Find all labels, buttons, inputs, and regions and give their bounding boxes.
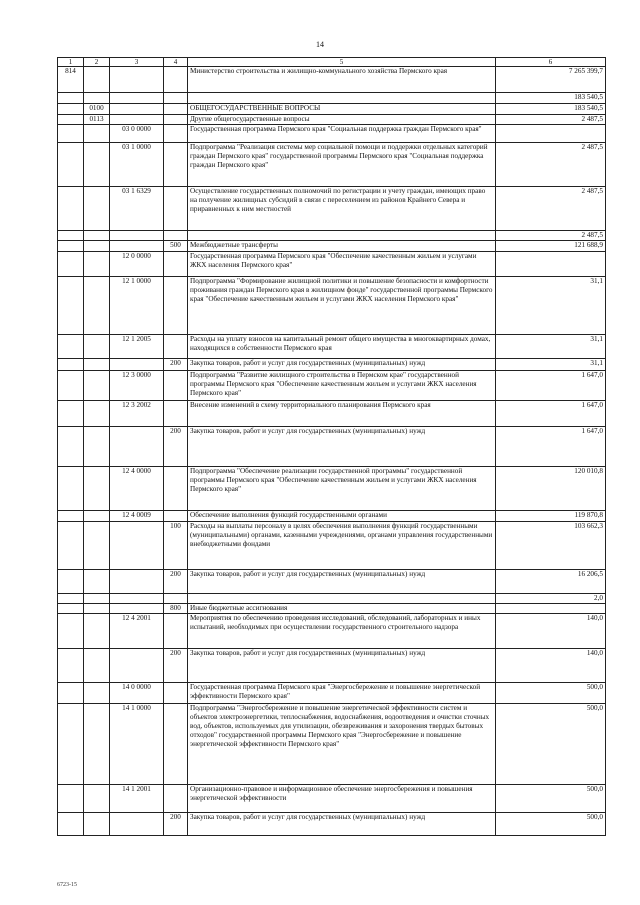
grbs-code <box>58 522 84 570</box>
target-article-code <box>110 231 164 241</box>
expense-type-code <box>164 614 188 649</box>
target-article-code: 12 4 0009 <box>110 511 164 522</box>
table-row <box>58 813 606 836</box>
section-code <box>84 359 110 371</box>
target-article-code: 14 0 0000 <box>110 683 164 704</box>
section-code <box>84 594 110 604</box>
table-row <box>58 427 606 467</box>
expense-type-code <box>164 231 188 241</box>
target-article-code <box>110 359 164 371</box>
target-article-code: 14 1 2001 <box>110 785 164 813</box>
amount: 2,0 <box>496 594 606 604</box>
grbs-code: 814 <box>58 67 84 93</box>
expense-type-code: 200 <box>164 813 188 836</box>
grbs-code <box>58 813 84 836</box>
item-name: Расходы на уплату взносов на капитальный ремонт общего имущества в многоквартирных домах, находящихся в собственности Пермского края <box>188 335 496 359</box>
item-name: Закупка товаров, работ и услуг для государственных (муниципальных) нужд <box>188 359 496 371</box>
table-row <box>58 570 606 594</box>
item-name: Иные бюджетные ассигнования <box>188 604 496 614</box>
section-code <box>84 683 110 704</box>
amount <box>496 604 606 614</box>
amount: 2 487,5 <box>496 115 606 125</box>
expense-type-code: 200 <box>164 570 188 594</box>
table-row <box>58 143 606 187</box>
item-name: Государственная программа Пермского края "Социальная поддержка граждан Пермского края" <box>188 125 496 143</box>
amount: 140,0 <box>496 614 606 649</box>
amount: 7 265 399,7 <box>496 67 606 93</box>
grbs-code <box>58 401 84 427</box>
target-article-code <box>110 522 164 570</box>
section-code <box>84 143 110 187</box>
expense-type-code: 800 <box>164 604 188 614</box>
target-article-code <box>110 594 164 604</box>
table-row <box>58 335 606 359</box>
amount: 500,0 <box>496 785 606 813</box>
item-name: Обеспечение выполнения функций государственными органами <box>188 511 496 522</box>
item-name: Подпрограмма "Энергосбережение и повышение энергетической эффективности систем и объектов электроэнергетики, теплоснабжения, водоснабжения, водоотведения и очистки сточных вод, объектов, используемых для утилизации, обезвреживания и захоронения твердых бытовых отходов" государственной программы Пермского края "Энергосбережение и повышение энергетической эффективности Пермского края" <box>188 704 496 785</box>
amount: 500,0 <box>496 683 606 704</box>
grbs-code <box>58 143 84 187</box>
section-code <box>84 570 110 594</box>
section-code <box>84 335 110 359</box>
expense-type-code <box>164 335 188 359</box>
expense-type-code <box>164 67 188 93</box>
grbs-code <box>58 231 84 241</box>
item-name: Осуществление государственных полномочий по регистрации и учету граждан, имеющих право на получение жилищных субсидий в связи с переселением из районов Крайнего Севера и приравненных к ним местностей <box>188 187 496 231</box>
table-row <box>58 704 606 785</box>
grbs-code <box>58 467 84 511</box>
header-col-5: 5 <box>188 58 496 67</box>
item-name: Закупка товаров, работ и услуг для государственных (муниципальных) нужд <box>188 649 496 683</box>
header-col-1: 1 <box>58 58 84 67</box>
section-code <box>84 704 110 785</box>
grbs-code <box>58 427 84 467</box>
amount <box>496 125 606 143</box>
section-code: 0100 <box>84 104 110 115</box>
amount: 1 647,0 <box>496 371 606 401</box>
table-row <box>58 104 606 115</box>
item-name <box>188 594 496 604</box>
table-row <box>58 604 606 614</box>
table-row <box>58 252 606 277</box>
section-code <box>84 252 110 277</box>
grbs-code <box>58 511 84 522</box>
amount: 2 487,5 <box>496 143 606 187</box>
section-code <box>84 813 110 836</box>
grbs-code <box>58 241 84 252</box>
item-name <box>188 93 496 104</box>
table-row <box>58 93 606 104</box>
section-code <box>84 427 110 467</box>
section-code <box>84 187 110 231</box>
item-name: Подпрограмма "Развитие жилищного строительства в Пермском крае" государственной программы Пермского края "Обеспечение качественным жильем и услугами ЖКХ населения Пермского края" <box>188 371 496 401</box>
amount: 121 688,9 <box>496 241 606 252</box>
item-name: Организационно-правовое и информационное обеспечение энергосбережения и повышения энергетической эффективности <box>188 785 496 813</box>
amount: 500,0 <box>496 704 606 785</box>
item-name: Государственная программа Пермского края "Энергосбережение и повышение энергетической эффективности Пермского края" <box>188 683 496 704</box>
section-code <box>84 231 110 241</box>
expense-type-code <box>164 785 188 813</box>
item-name: Внесение изменений в схему территориального планирования Пермского края <box>188 401 496 427</box>
amount: 31,1 <box>496 359 606 371</box>
amount <box>496 252 606 277</box>
item-name: Другие общегосударственные вопросы <box>188 115 496 125</box>
section-code <box>84 511 110 522</box>
amount: 183 540,5 <box>496 104 606 115</box>
target-article-code: 14 1 0000 <box>110 704 164 785</box>
target-article-code <box>110 104 164 115</box>
amount: 16 206,5 <box>496 570 606 594</box>
section-code <box>84 785 110 813</box>
grbs-code <box>58 371 84 401</box>
target-article-code <box>110 649 164 683</box>
item-name: ОБЩЕГОСУДАРСТВЕННЫЕ ВОПРОСЫ <box>188 104 496 115</box>
section-code <box>84 125 110 143</box>
table-row <box>58 359 606 371</box>
target-article-code: 12 4 0000 <box>110 467 164 511</box>
header-col-3: 3 <box>110 58 164 67</box>
section-code <box>84 93 110 104</box>
grbs-code <box>58 277 84 335</box>
section-code <box>84 604 110 614</box>
budget-table <box>57 57 606 836</box>
item-name: Закупка товаров, работ и услуг для государственных (муниципальных) нужд <box>188 813 496 836</box>
grbs-code <box>58 570 84 594</box>
table-row <box>58 125 606 143</box>
expense-type-code <box>164 115 188 125</box>
expense-type-code <box>164 511 188 522</box>
table-header-row <box>58 58 606 67</box>
grbs-code <box>58 704 84 785</box>
item-name: Министерство строительства и жилищно-коммунального хозяйства Пермского края <box>188 67 496 93</box>
grbs-code <box>58 649 84 683</box>
expense-type-code: 200 <box>164 649 188 683</box>
amount: 103 662,3 <box>496 522 606 570</box>
grbs-code <box>58 187 84 231</box>
section-code <box>84 522 110 570</box>
target-article-code: 03 1 6329 <box>110 187 164 231</box>
amount: 1 647,0 <box>496 427 606 467</box>
section-code <box>84 241 110 252</box>
expense-type-code <box>164 371 188 401</box>
target-article-code: 03 0 0000 <box>110 125 164 143</box>
header-col-6: 6 <box>496 58 606 67</box>
page-number: 14 <box>316 40 324 49</box>
table-row <box>58 187 606 231</box>
table-row <box>58 785 606 813</box>
expense-type-code <box>164 704 188 785</box>
expense-type-code <box>164 143 188 187</box>
section-code <box>84 649 110 683</box>
grbs-code <box>58 252 84 277</box>
amount: 2 487,5 <box>496 187 606 231</box>
grbs-code <box>58 125 84 143</box>
target-article-code <box>110 241 164 252</box>
table-row <box>58 115 606 125</box>
amount: 31,1 <box>496 335 606 359</box>
expense-type-code <box>164 467 188 511</box>
target-article-code: 12 3 2002 <box>110 401 164 427</box>
section-code <box>84 67 110 93</box>
grbs-code <box>58 104 84 115</box>
amount: 119 870,8 <box>496 511 606 522</box>
expense-type-code <box>164 252 188 277</box>
item-name: Закупка товаров, работ и услуг для государственных (муниципальных) нужд <box>188 427 496 467</box>
amount: 2 487,5 <box>496 231 606 241</box>
grbs-code <box>58 683 84 704</box>
grbs-code <box>58 614 84 649</box>
target-article-code: 03 1 0000 <box>110 143 164 187</box>
item-name: Подпрограмма "Обеспечение реализации государственной программы" государственной программы Пермского края "Обеспечение качественным жильем и услугами ЖКХ населения Пермского края" <box>188 467 496 511</box>
section-code <box>84 371 110 401</box>
table-row <box>58 67 606 93</box>
table-row <box>58 241 606 252</box>
expense-type-code: 200 <box>164 427 188 467</box>
amount: 31,1 <box>496 277 606 335</box>
budget-table-body <box>58 58 606 836</box>
target-article-code: 12 3 0000 <box>110 371 164 401</box>
section-code <box>84 277 110 335</box>
expense-type-code <box>164 683 188 704</box>
target-article-code: 12 1 2005 <box>110 335 164 359</box>
target-article-code: 12 4 2001 <box>110 614 164 649</box>
section-code <box>84 467 110 511</box>
item-name: Подпрограмма "Реализация системы мер социальной помощи и поддержки отдельных категорий граждан Пермского края" государственной программы Пермского края "Социальная поддержка граждан Пермского края" <box>188 143 496 187</box>
target-article-code <box>110 93 164 104</box>
target-article-code: 12 1 0000 <box>110 277 164 335</box>
grbs-code <box>58 359 84 371</box>
target-article-code <box>110 115 164 125</box>
expense-type-code: 200 <box>164 359 188 371</box>
target-article-code <box>110 570 164 594</box>
item-name: Межбюджетные трансферты <box>188 241 496 252</box>
amount: 1 647,0 <box>496 401 606 427</box>
table-row <box>58 401 606 427</box>
expense-type-code <box>164 125 188 143</box>
grbs-code <box>58 335 84 359</box>
item-name <box>188 231 496 241</box>
amount: 140,0 <box>496 649 606 683</box>
expense-type-code: 100 <box>164 522 188 570</box>
expense-type-code <box>164 93 188 104</box>
table-row <box>58 522 606 570</box>
amount: 183 540,5 <box>496 93 606 104</box>
target-article-code <box>110 813 164 836</box>
grbs-code <box>58 604 84 614</box>
grbs-code <box>58 93 84 104</box>
item-name: Подпрограмма "Формирование жилищной политики и повышение безопасности и комфортности проживания граждан Пермского края в жилищном фонде" государственной программы Пермского края "Обеспечение качественным жильем и услугами ЖКХ населения Пермского края" <box>188 277 496 335</box>
item-name: Расходы на выплаты персоналу в целях обеспечения выполнения функций государственными (муниципальными) органами, казенными учреждениями, органами управления государственными внебюджетными фондами <box>188 522 496 570</box>
item-name: Государственная программа Пермского края "Обеспечение качественным жильем и услугами ЖКХ населения Пермского края" <box>188 252 496 277</box>
expense-type-code <box>164 401 188 427</box>
target-article-code <box>110 604 164 614</box>
header-col-4: 4 <box>164 58 188 67</box>
table-row <box>58 277 606 335</box>
expense-type-code <box>164 187 188 231</box>
table-row <box>58 371 606 401</box>
grbs-code <box>58 115 84 125</box>
header-col-2: 2 <box>84 58 110 67</box>
expense-type-code <box>164 104 188 115</box>
table-row <box>58 511 606 522</box>
grbs-code <box>58 785 84 813</box>
item-name: Закупка товаров, работ и услуг для государственных (муниципальных) нужд <box>188 570 496 594</box>
grbs-code <box>58 594 84 604</box>
table-row <box>58 614 606 649</box>
table-row <box>58 467 606 511</box>
target-article-code <box>110 67 164 93</box>
amount: 120 010,8 <box>496 467 606 511</box>
section-code: 0113 <box>84 115 110 125</box>
section-code <box>84 614 110 649</box>
table-row <box>58 231 606 241</box>
expense-type-code <box>164 594 188 604</box>
table-row <box>58 594 606 604</box>
table-row <box>58 683 606 704</box>
expense-type-code: 500 <box>164 241 188 252</box>
target-article-code <box>110 427 164 467</box>
footer-code: 6723-15 <box>57 882 77 888</box>
expense-type-code <box>164 277 188 335</box>
item-name: Мероприятия по обеспечению проведения исследований, обследований, лабораторных и иных испытаний, необходимых при осуществлении государственного строительного надзора <box>188 614 496 649</box>
section-code <box>84 401 110 427</box>
target-article-code: 12 0 0000 <box>110 252 164 277</box>
amount: 500,0 <box>496 813 606 836</box>
table-row <box>58 649 606 683</box>
